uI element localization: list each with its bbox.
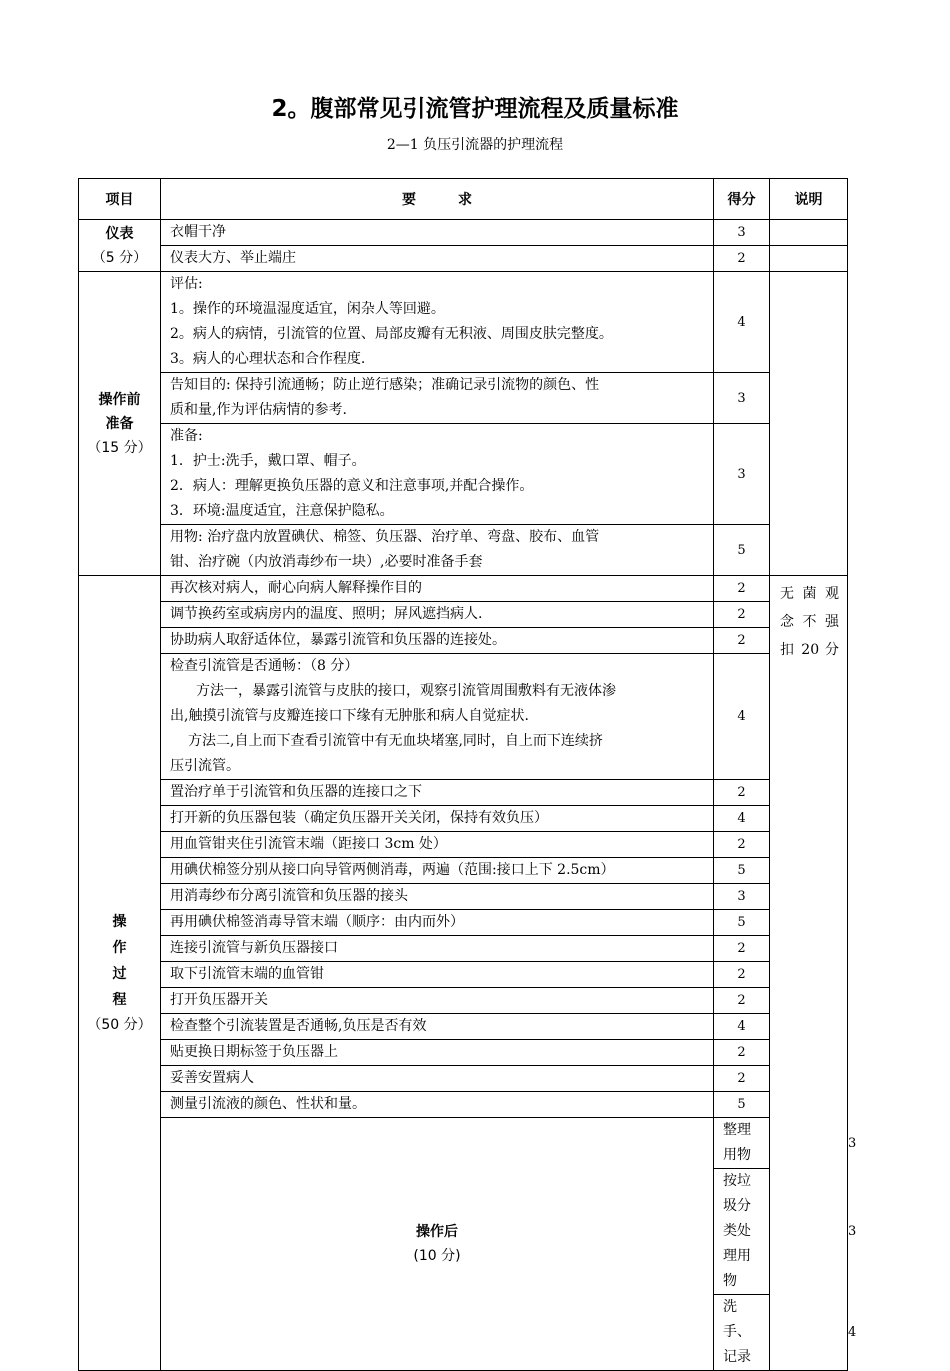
- requirement-cell: 贴更换日期标签于负压器上: [161, 1040, 714, 1066]
- score-cell: 4: [714, 272, 770, 373]
- table-row: [79, 220, 848, 246]
- requirement-cell: 用碘伏棉签分别从接口向导管两侧消毒，两遍（范围:接口上下 2.5cm）: [161, 858, 714, 884]
- table-row: [79, 525, 848, 576]
- table-row: [79, 1040, 848, 1066]
- category-process: 操 作 过 程 （50 分）: [79, 576, 161, 1371]
- score-cell: 5: [714, 1092, 770, 1118]
- table-row: [79, 884, 848, 910]
- requirement-cell: 再用碘伏棉签消毒导管末端（顺序：由内而外）: [161, 910, 714, 936]
- table-row: [79, 1066, 848, 1092]
- score-cell: 2: [714, 602, 770, 628]
- note-cell: [770, 220, 848, 246]
- table-row: [79, 832, 848, 858]
- score-cell: 2: [714, 988, 770, 1014]
- score-cell: 2: [714, 246, 770, 272]
- note-cell: [770, 272, 848, 576]
- requirement-cell: 调节换药室或病房内的温度、照明；屏风遮挡病人.: [161, 602, 714, 628]
- header-item: 项目: [79, 179, 161, 220]
- requirement-cell: 再次核对病人，耐心向病人解释操作目的: [161, 576, 714, 602]
- standards-table: [78, 178, 857, 1371]
- requirement-cell: 检查引流管是否通畅：（8 分） 方法一，暴露引流管与皮肤的接口，观察引流管周围敷料有无液体渗 出,触摸引流管与皮瓣连接口下缘有无肿胀和病人自觉症状. 方法二,自上而下查看引流管中有无血块堵塞,同时，自上而下连续挤 压引流管。: [161, 654, 714, 780]
- requirement-cell: 置治疗单于引流管和负压器的连接口之下: [161, 780, 714, 806]
- requirement-cell: 取下引流管末端的血管钳: [161, 962, 714, 988]
- table-row: [79, 654, 848, 780]
- score-cell: 5: [714, 910, 770, 936]
- requirement-cell: 打开新的负压器包装（确定负压器开关关闭，保持有效负压）: [161, 806, 714, 832]
- score-cell: 5: [714, 858, 770, 884]
- score-cell: 2: [714, 1066, 770, 1092]
- score-cell: 4: [714, 654, 770, 780]
- requirement-cell: 协助病人取舒适体位，暴露引流管和负压器的连接处。: [161, 628, 714, 654]
- header-score: 得分: [714, 179, 770, 220]
- requirement-cell: 按垃圾分类处理用物: [714, 1169, 770, 1295]
- requirement-cell: 检查整个引流装置是否通畅,负压是否有效: [161, 1014, 714, 1040]
- table-row: 洗手、记录 4: [79, 1295, 848, 1371]
- table-row: [79, 576, 848, 602]
- requirement-cell: 仪表大方、举止端庄: [161, 246, 714, 272]
- requirement-cell: 打开负压器开关: [161, 988, 714, 1014]
- header-requirement: 要 求: [161, 179, 714, 220]
- requirement-cell: 连接引流管与新负压器接口: [161, 936, 714, 962]
- table-row: [79, 1092, 848, 1118]
- category-after: 操作后 (10 分): [161, 1118, 714, 1371]
- table-row: [79, 272, 848, 373]
- requirement-cell: 评估: 1。操作的环境温湿度适宜，闲杂人等回避。 2。病人的病情，引流管的位置、局部皮瓣有无积液、周围皮肤完整度。 3。病人的心理状态和合作程度.: [161, 272, 714, 373]
- score-cell: 5: [714, 525, 770, 576]
- score-cell: 4: [714, 806, 770, 832]
- score-cell: 3: [714, 424, 770, 525]
- score-cell: 2: [714, 936, 770, 962]
- table-row: [79, 806, 848, 832]
- requirement-cell: 测量引流液的颜色、性状和量。: [161, 1092, 714, 1118]
- document-subtitle: 2—1 负压引流器的护理流程: [386, 137, 564, 153]
- table-row: 操作后 (10 分) 整理用物 3: [79, 1118, 848, 1169]
- table-row: [79, 910, 848, 936]
- table-row: [79, 988, 848, 1014]
- table-row: [79, 936, 848, 962]
- requirement-cell: 告知目的: 保持引流通畅；防止逆行感染；准确记录引流物的颜色、性 质和量,作为评估病情的参考.: [161, 373, 714, 424]
- requirement-cell: 用血管钳夹住引流管末端（距接口 3cm 处）: [161, 832, 714, 858]
- requirement-cell: 用消毒纱布分离引流管和负压器的接头: [161, 884, 714, 910]
- note-aseptic-deduction: 无 菌 观 念 不 强 扣 20 分: [770, 576, 848, 1371]
- score-cell: 2: [714, 832, 770, 858]
- note-cell: [770, 246, 848, 272]
- table-row: [79, 780, 848, 806]
- table-row: [79, 1014, 848, 1040]
- score-cell: 3: [714, 884, 770, 910]
- score-cell: 2: [714, 780, 770, 806]
- score-cell: 2: [714, 628, 770, 654]
- score-cell: 2: [714, 576, 770, 602]
- header-note: 说明: [770, 179, 848, 220]
- document-title: 2。腹部常见引流管护理流程及质量标准: [271, 96, 679, 122]
- table-row: [79, 858, 848, 884]
- score-cell: 4: [714, 1014, 770, 1040]
- table-row: 按垃圾分类处理用物 3: [79, 1169, 848, 1295]
- table-row: [79, 246, 848, 272]
- table-row: [79, 424, 848, 525]
- score-cell: 2: [714, 1040, 770, 1066]
- requirement-cell: 洗手、记录: [714, 1295, 770, 1371]
- category-preparation: 操作前 准备 （15 分）: [79, 272, 161, 576]
- table-header-row: [79, 179, 848, 220]
- score-cell: 3: [714, 373, 770, 424]
- table-row: [79, 373, 848, 424]
- requirement-cell: 准备: 1．护士:洗手，戴口罩、帽子。 2．病人：理解更换负压器的意义和注意事项,并配合操作。 3．环境:温度适宜，注意保护隐私。: [161, 424, 714, 525]
- table-row: [79, 602, 848, 628]
- score-cell: 3: [714, 220, 770, 246]
- table-row: [79, 962, 848, 988]
- requirement-cell: 用物: 治疗盘内放置碘伏、棉签、负压器、治疗单、弯盘、胶布、血管 钳、治疗碗（内放消毒纱布一块）,必要时准备手套: [161, 525, 714, 576]
- table-row: [79, 628, 848, 654]
- category-appearance: 仪表 （5 分）: [79, 220, 161, 272]
- requirement-cell: 整理用物: [714, 1118, 770, 1169]
- requirement-cell: 衣帽干净: [161, 220, 714, 246]
- requirement-cell: 妥善安置病人: [161, 1066, 714, 1092]
- score-cell: 2: [714, 962, 770, 988]
